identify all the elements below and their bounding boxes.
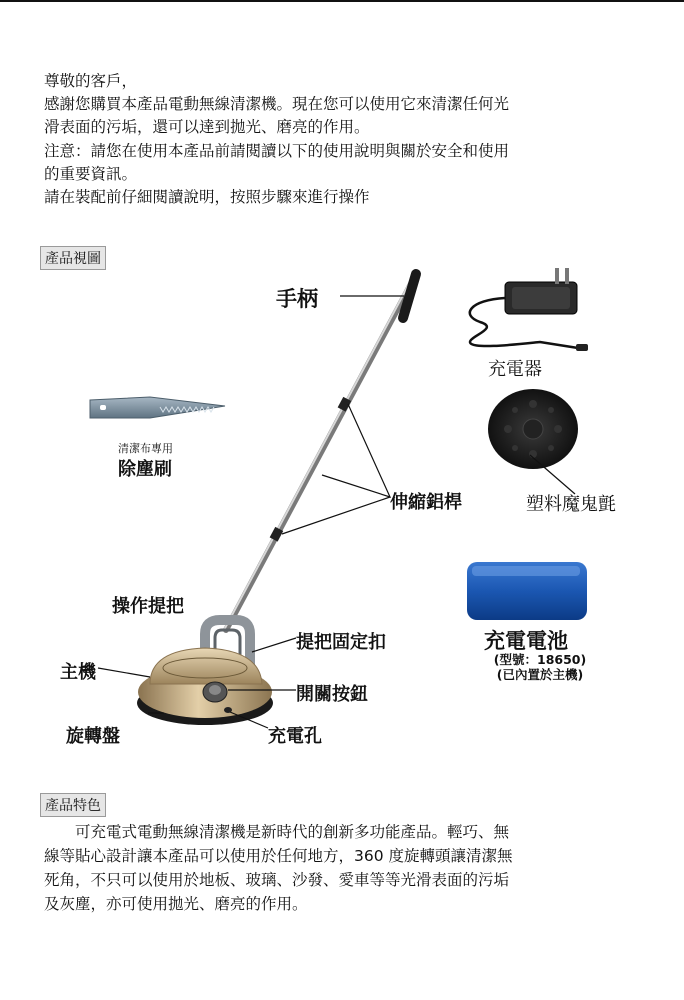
label-clip: 提把固定扣 <box>296 632 386 653</box>
intro-line-3: 滑表面的污垢，還可以達到拋光、磨亮的作用。 <box>44 118 370 137</box>
intro-line-6: 請在裝配前仔細閱讀說明，按照步驟來進行操作 <box>44 188 370 207</box>
label-grip: 操作提把 <box>112 596 184 617</box>
label-charge-port: 充電孔 <box>268 726 322 747</box>
pole-illustration <box>224 274 416 630</box>
features-line-3: 死角，不只可以使用於地板、玻璃、沙發、愛車等等光滑表面的污垢 <box>44 871 510 889</box>
label-handle: 手柄 <box>276 287 318 311</box>
label-brush-note: 清潔布專用 <box>118 442 173 455</box>
label-switch: 開關按鈕 <box>296 684 368 705</box>
label-velcro-pad: 塑料魔鬼氈 <box>526 494 616 515</box>
label-dust-brush: 除塵刷 <box>118 459 172 480</box>
label-pole: 伸縮鋁桿 <box>390 492 462 513</box>
label-battery-note: (已內置於主機) <box>496 667 584 682</box>
label-main-unit: 主機 <box>60 662 96 683</box>
intro-line-5: 的重要資訊。 <box>44 164 138 183</box>
dust-brush-illustration <box>90 397 225 418</box>
features-line-2: 線等貼心設計讓本產品可以使用於任何地方，360 度旋轉頭讓清潔無 <box>44 847 513 865</box>
features-line-4: 及灰塵，亦可使用拋光、磨亮的作用。 <box>44 895 308 913</box>
features-text <box>44 820 644 916</box>
label-battery-model: (型號：18650) <box>493 652 587 667</box>
product-view-heading: 產品視圖 <box>40 246 106 270</box>
label-charger: 充電器 <box>488 359 542 380</box>
charger-illustration <box>470 268 588 351</box>
intro-line-2: 感謝您購買本產品電動無線清潔機。現在您可以使用它來清潔任何光 <box>44 95 510 114</box>
intro-line-1: 尊敬的客戶， <box>44 72 138 90</box>
intro-line-4: 注意：請您在使用本產品前請閱讀以下的使用說明與關於安全和使用 <box>44 141 510 160</box>
label-disc: 旋轉盤 <box>66 726 120 747</box>
features-heading: 產品特色 <box>40 793 106 817</box>
label-battery: 充電電池 <box>484 629 568 653</box>
features-line-1: 可充電式電動無線清潔機是新時代的創新多功能產品。輕巧、無 <box>44 823 510 841</box>
battery-illustration <box>467 562 587 620</box>
